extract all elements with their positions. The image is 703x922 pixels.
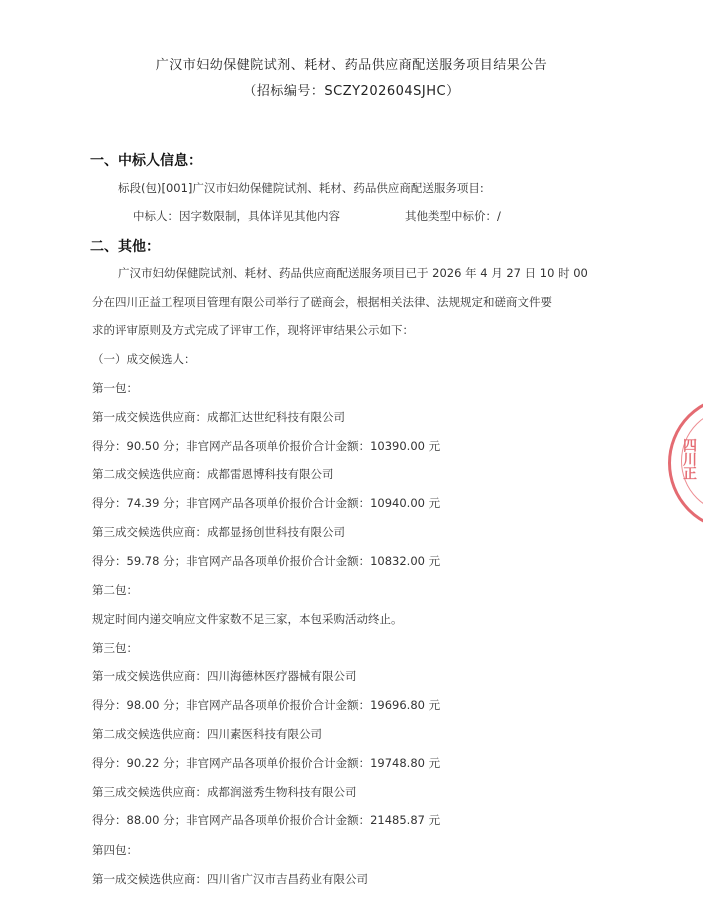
document-title: 广汉市妇幼保健院试剂、耗材、药品供应商配送服务项目结果公告	[155, 58, 548, 73]
paragraph-line: 广汉市妇幼保健院试剂、耗材、药品供应商配送服务项目已于 2026 年 4 月 27 日 10 时 00	[118, 266, 588, 280]
candidate-line: 第三成交候选供应商：成都显扬创世科技有限公司	[92, 525, 345, 539]
candidate-line: 第三成交候选供应商：成都润滋秀生物科技有限公司	[92, 785, 357, 799]
section1-heading: 一、中标人信息：	[90, 153, 202, 169]
tender-code: （招标编号：SCZY202604SJHC）	[243, 84, 460, 99]
score-line: 得分：90.50 分；非官网产品各项单价报价合计金额：10390.00 元	[92, 439, 441, 453]
score-line: 得分：88.00 分；非官网产品各项单价报价合计金额：21485.87 元	[92, 813, 441, 827]
score-line: 得分：98.00 分；非官网产品各项单价报价合计金额：19696.80 元	[92, 698, 441, 712]
package-heading: 第三包：	[92, 641, 138, 655]
paragraph-line: 分在四川正益工程项目管理有限公司举行了磋商会，根据相关法律、法规规定和磋商文件要	[92, 295, 552, 309]
price-line: 其他类型中标价：/	[405, 209, 501, 223]
official-seal-text: 四川正	[681, 438, 697, 480]
package-heading: 第四包：	[92, 843, 138, 857]
subheading: （一）成交候选人：	[92, 352, 196, 366]
section2-heading: 二、其他：	[90, 239, 160, 255]
winner-line: 中标人：因字数限制，具体详见其他内容	[133, 209, 340, 223]
score-line: 得分：90.22 分；非官网产品各项单价报价合计金额：19748.80 元	[92, 756, 441, 770]
lot-line: 标段(包)[001]广汉市妇幼保健院试剂、耗材、药品供应商配送服务项目:	[118, 181, 484, 195]
package-heading: 第二包：	[92, 583, 138, 597]
package-heading: 第一包：	[92, 381, 138, 395]
candidate-line: 第一成交候选供应商：成都汇达世纪科技有限公司	[92, 410, 345, 424]
candidate-line: 第一成交候选供应商：四川省广汉市吉昌药业有限公司	[92, 872, 368, 886]
paragraph-line: 求的评审原则及方式完成了评审工作，现将评审结果公示如下：	[92, 323, 414, 337]
candidate-line: 第二成交候选供应商：四川素医科技有限公司	[92, 727, 322, 741]
candidate-line: 第一成交候选供应商：四川海德林医疗器械有限公司	[92, 669, 357, 683]
official-seal	[668, 395, 703, 531]
score-line: 得分：59.78 分；非官网产品各项单价报价合计金额：10832.00 元	[92, 554, 441, 568]
notice-line: 规定时间内递交响应文件家数不足三家，本包采购活动终止。	[92, 612, 403, 626]
candidate-line: 第二成交候选供应商：成都雷恩博科技有限公司	[92, 467, 334, 481]
score-line: 得分：74.39 分；非官网产品各项单价报价合计金额：10940.00 元	[92, 496, 441, 510]
